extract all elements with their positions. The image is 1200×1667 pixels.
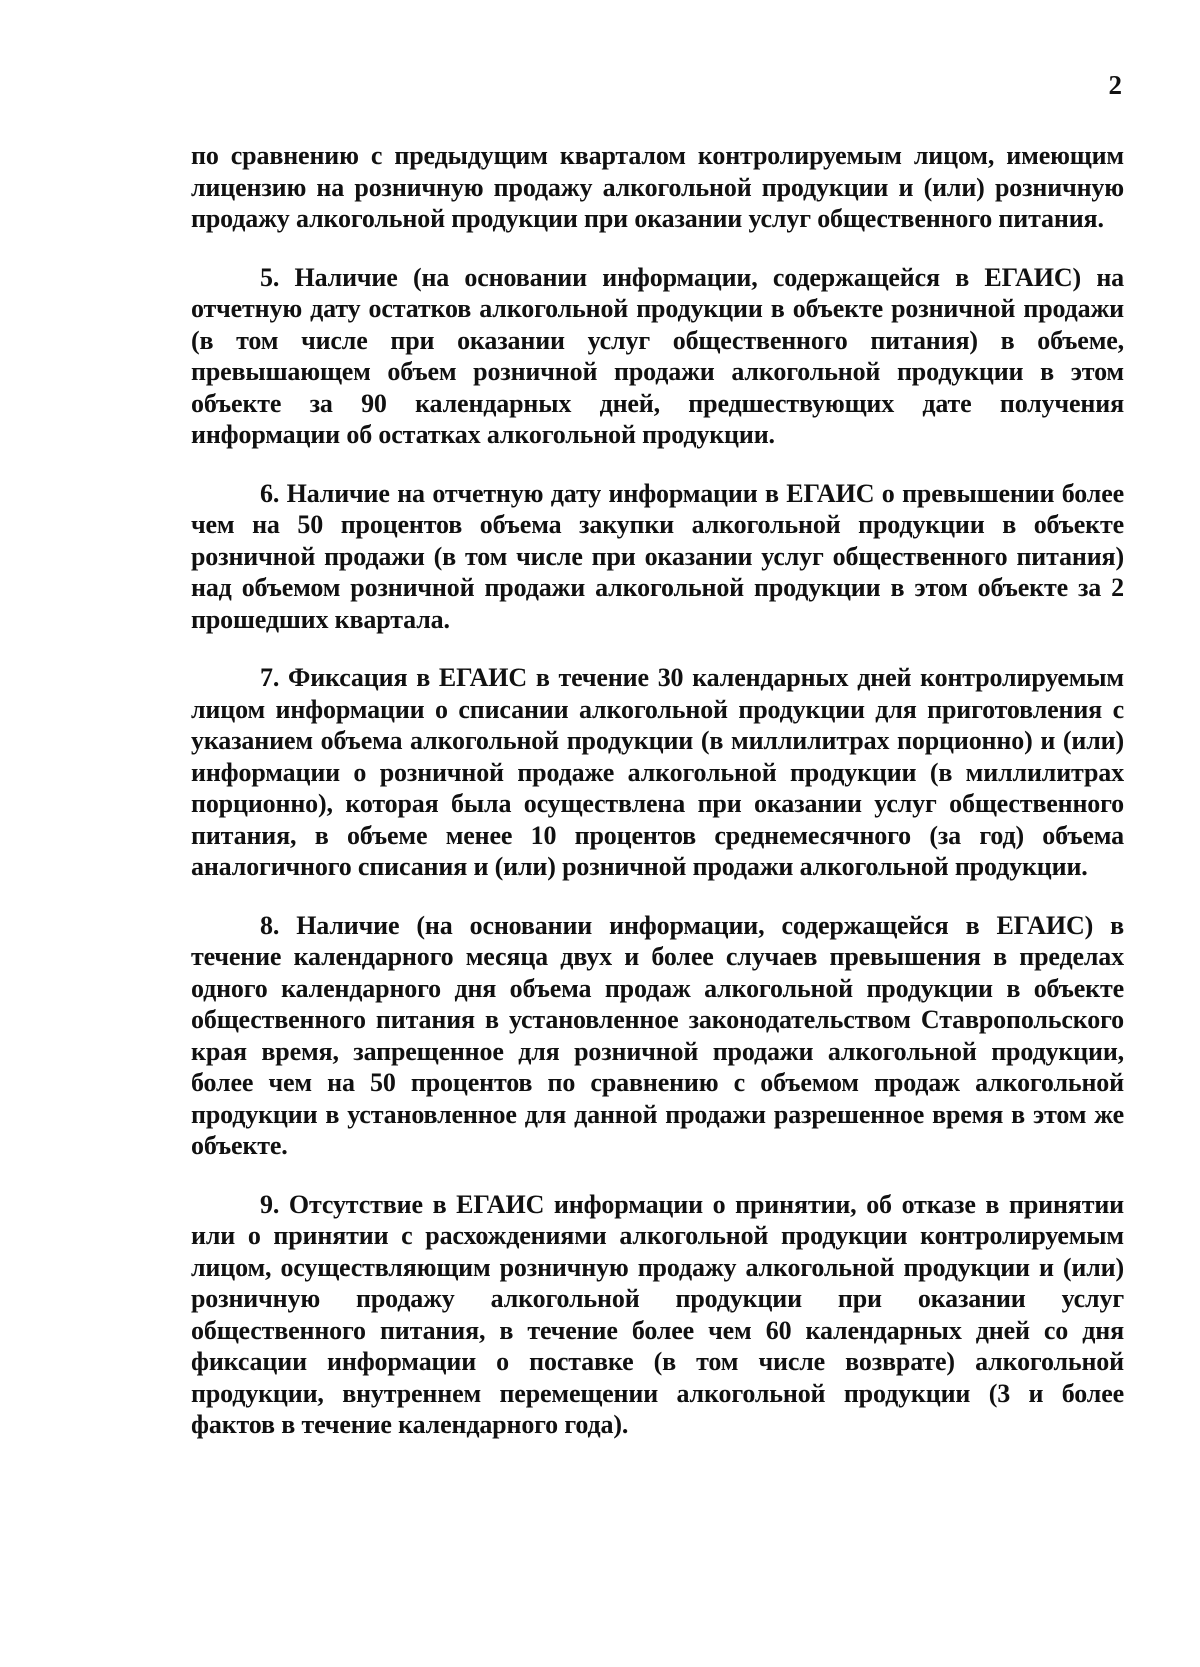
page-number: 2 xyxy=(1108,70,1122,100)
document-body xyxy=(191,140,1124,1441)
paragraph-item-5: 5. Наличие (на основании информации, содержащейся в ЕГАИС) на отчетную дату остатков алкогольной продукции в объекте розничной продажи (в том числе при оказании услуг общественного питания) в объеме, превышающем объем розничной продажи алкогольной продукции в этом объекте за 90 календарных дней, предшествующих дате получения информации об остатках алкогольной продукции. xyxy=(191,262,1124,449)
paragraph-item-9: 9. Отсутствие в ЕГАИС информации о принятии, об отказе в принятии или о принятии с расхождениями алкогольной продукции контролируемым лицом, осуществляющим розничную продажу алкогольной продукции и (или) розничную продажу алкогольной продукции при оказании услуг общественного питания, в течение более чем 60 календарных дней со дня фиксации информации о поставке (в том числе возврате) алкогольной продукции, внутреннем перемещении алкогольной продукции (3 и более фактов в течение календарного года). xyxy=(191,1189,1124,1439)
paragraph-item-7: 7. Фиксация в ЕГАИС в течение 30 календарных дней контролируемым лицом информации о списании алкогольной продукции для приготовления с указанием объема алкогольной продукции (в миллилитрах порционно) и (или) информации о розничной продаже алкогольной продукции (в миллилитрах порционно), которая была осуществлена при оказании услуг общественного питания, в объеме менее 10 процентов среднемесячного (за год) объема аналогичного списания и (или) розничной продажи алкогольной продукции. xyxy=(191,663,1124,881)
paragraph-item-8: 8. Наличие (на основании информации, содержащейся в ЕГАИС) в течение календарного месяца двух и более случаев превышения в пределах одного календарного дня объема продаж алкогольной продукции в объекте общественного питания в установленное законодательством Ставропольского края время, запрещенное для розничной продажи алкогольной продукции, более чем на 50 процентов по сравнению с объемом продаж алкогольной продукции в установленное для данной продажи разрешенное время в этом же объекте. xyxy=(191,910,1124,1160)
paragraph-continuation: по сравнению с предыдущим кварталом контролируемым лицом, имеющим лицензию на розничную продажу алкогольной продукции и (или) розничную продажу алкогольной продукции при оказании услуг общественного питания. xyxy=(191,141,1124,233)
paragraph-item-6: 6. Наличие на отчетную дату информации в ЕГАИС о превышении более чем на 50 процентов объема закупки алкогольной продукции в объекте розничной продажи (в том числе при оказании услуг общественного питания) над объемом розничной продажи алкогольной продукции в этом объекте за 2 прошедших квартала. xyxy=(191,478,1124,634)
